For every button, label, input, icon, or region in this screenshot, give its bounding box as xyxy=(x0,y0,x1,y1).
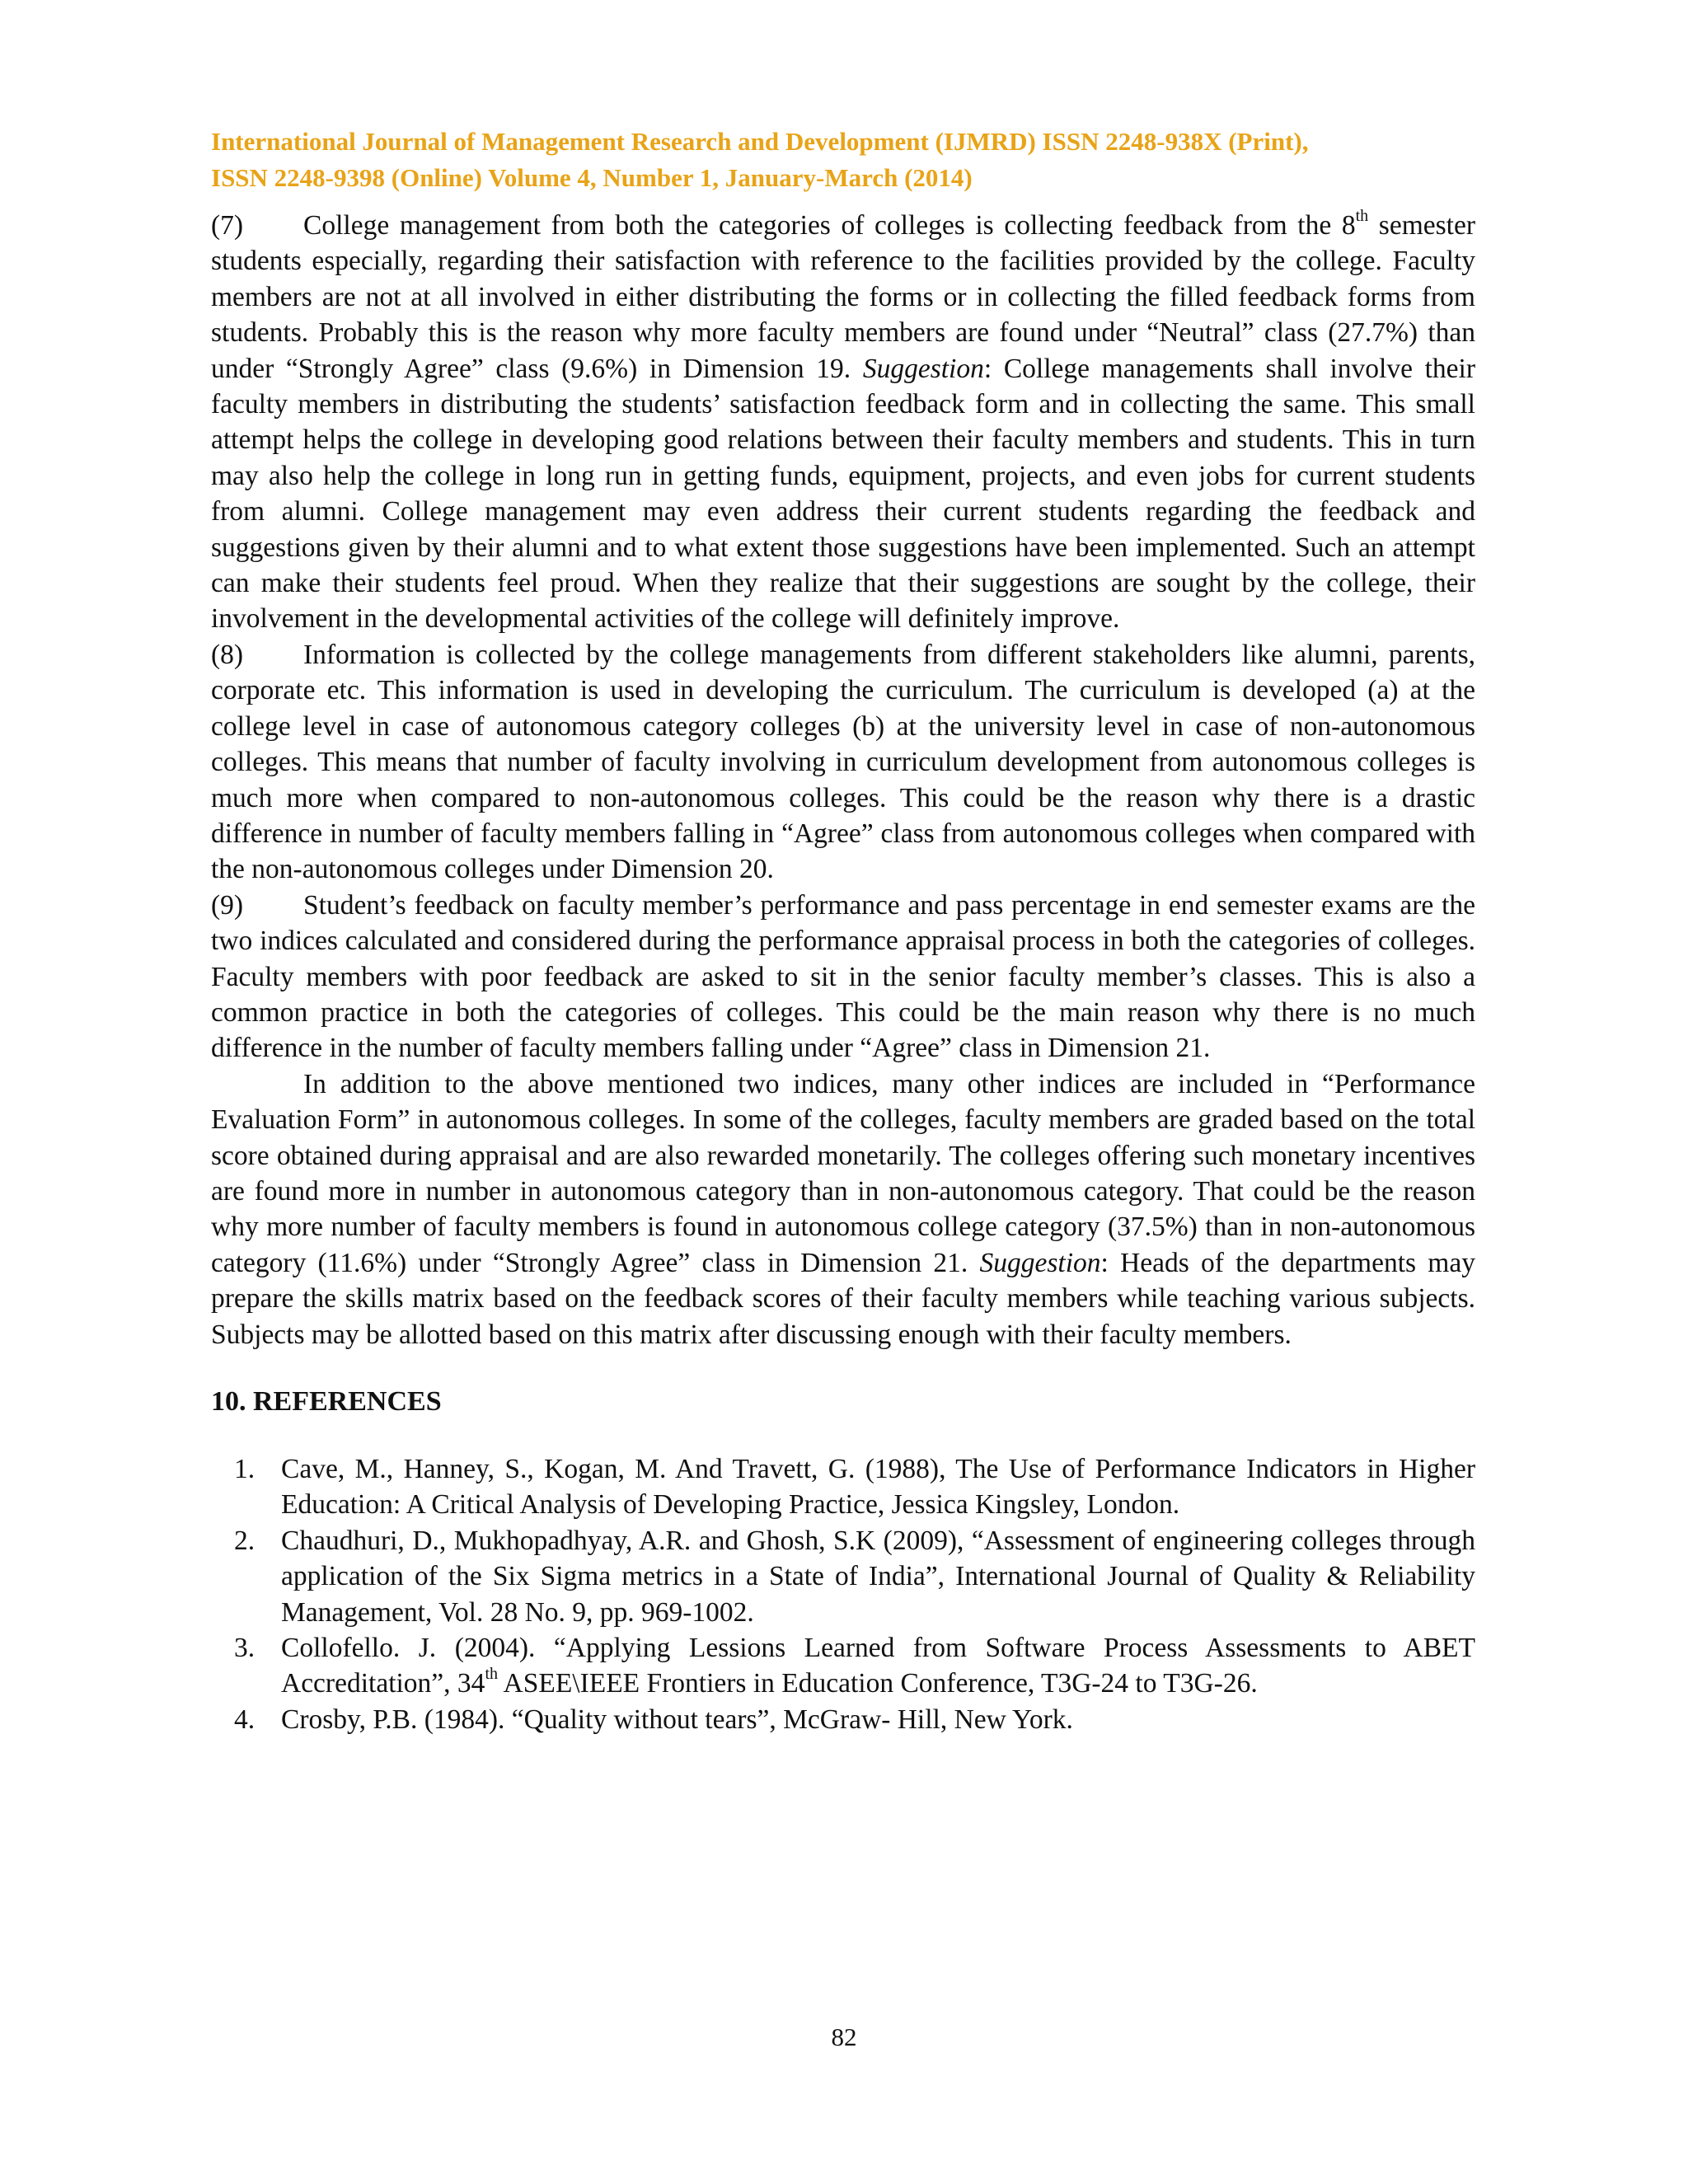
paragraph-text: semester students especially, regarding their satisfaction with reference to the facilities provided by the college. Faculty members are not at all involved in either distributing the forms or in collecting the filled feedback forms from students. Probably this is the reason why more faculty members are found under “Neutral” class (27.7%) than under “Strongly Agree” class (9.6%) in Dimension 19. xyxy=(211,210,1475,384)
references-list xyxy=(211,1451,1475,1737)
reference-item xyxy=(211,1630,1475,1702)
reference-item xyxy=(211,1702,1475,1737)
paragraph-9 xyxy=(211,888,1475,1066)
reference-item xyxy=(211,1451,1475,1523)
paragraph-8 xyxy=(211,637,1475,888)
superscript: th xyxy=(485,1665,498,1684)
reference-text: Crosby, P.B. (1984). “Quality without tears”, McGraw- Hill, New York. xyxy=(281,1704,1073,1735)
journal-header-line-2: ISSN 2248-9398 (Online) Volume 4, Number 1, January-March (2014) xyxy=(211,163,973,192)
paragraph-text: College management from both the categories of colleges is collecting feedback from the 8 xyxy=(303,210,1356,241)
page-number: 82 xyxy=(831,2022,857,2051)
reference-text: Cave, M., Hanney, S., Kogan, M. And Travett, G. (1988), The Use of Performance Indicators in Higher Education: A Critical Analysis of Developing Practice, Jessica Kingsley, London. xyxy=(281,1454,1475,1521)
reference-item xyxy=(211,1523,1475,1630)
reference-number: 4. xyxy=(234,1704,256,1735)
journal-header-line-1: International Journal of Management Research and Development (IJMRD) ISSN 2248-938X (Print), xyxy=(211,127,1309,156)
reference-text: Collofello. J. (2004). “Applying Lessions Learned from Software Process Assessments to ABET Accreditation”, 34 xyxy=(281,1633,1475,1699)
paragraph-text: Information is collected by the college managements from different stakeholders like alumni, parents, corporate etc. This information is used in developing the curriculum. The curriculum is developed (a) at the college level in case of autonomous category colleges (b) at the university level in case of non-autonomous colleges. This means that number of faculty involving in curriculum development from autonomous colleges is much more when compared to non-autonomous colleges. This could be the reason why there is a drastic difference in number of faculty members falling in “Agree” class from autonomous colleges when compared with the non-autonomous colleges under Dimension 20. xyxy=(211,639,1475,885)
paragraph-number: (8) xyxy=(211,639,244,670)
paragraph-additional-indices xyxy=(211,1066,1475,1352)
reference-number: 2. xyxy=(234,1525,256,1556)
paragraph-number: (7) xyxy=(211,210,244,241)
paragraph-text: In addition to the above mentioned two indices, many other indices are included in “Performance Evaluation Form” in autonomous colleges. In some of the colleges, faculty members are graded based on the total score obtained during appraisal and are also rewarded monetarily. The colleges offering such monetary incentives are found more in number in autonomous category than in non-autonomous category. That could be the reason why more number of faculty members is found in autonomous college category (37.5%) than in non-autonomous category (11.6%) under “Strongly Agree” class in Dimension 21. xyxy=(211,1068,1475,1278)
references-heading: 10. REFERENCES xyxy=(211,1386,442,1417)
reference-number: 3. xyxy=(234,1633,256,1664)
page-content xyxy=(211,124,1475,1737)
reference-number: 1. xyxy=(234,1454,256,1484)
paragraph-text: : College managements shall involve their faculty members in distributing the students’ satisfaction feedback form and in collecting the same. This small attempt helps the college in developing good relations between their faculty members and students. This in turn may also help the college in long run in getting funds, equipment, projects, and even jobs for current students from alumni. College management may even address their current students regarding the feedback and suggestions given by their alumni and to what extent those suggestions have been implemented. Such an attempt can make their students feel proud. When they realize that their suggestions are sought by the college, their involvement in the developmental activities of the college will definitely improve. xyxy=(211,353,1475,635)
suggestion-label: Suggestion xyxy=(979,1247,1101,1278)
suggestion-label: Suggestion xyxy=(862,353,984,384)
reference-text: Chaudhuri, D., Mukhopadhyay, A.R. and Ghosh, S.K (2009), “Assessment of engineering colleges through application of the Six Sigma metrics in a State of India”, International Journal of Quality & Reliability Management, Vol. 28 No. 9, pp. 969-1002. xyxy=(281,1525,1475,1628)
paragraph-text: Student’s feedback on faculty member’s performance and pass percentage in end semester exams are the two indices calculated and considered during the performance appraisal process in both the categories of colleges. Faculty members with poor feedback are asked to sit in the senior faculty member’s classes. This is also a common practice in both the categories of colleges. This could be the main reason why there is no much difference in the number of faculty members falling under “Agree” class in Dimension 21. xyxy=(211,889,1475,1064)
superscript: th xyxy=(1355,206,1369,225)
paragraph-7 xyxy=(211,208,1475,637)
paragraph-text: : Heads of the departments may prepare the skills matrix based on the feedback scores of their faculty members while teaching various subjects. Subjects may be allotted based on this matrix after discussing enough with their faculty members. xyxy=(211,1247,1475,1350)
reference-text: ASEE\IEEE Frontiers in Education Conference, T3G-24 to T3G-26. xyxy=(498,1668,1258,1699)
journal-header xyxy=(211,124,1475,196)
paragraph-number: (9) xyxy=(211,889,244,921)
